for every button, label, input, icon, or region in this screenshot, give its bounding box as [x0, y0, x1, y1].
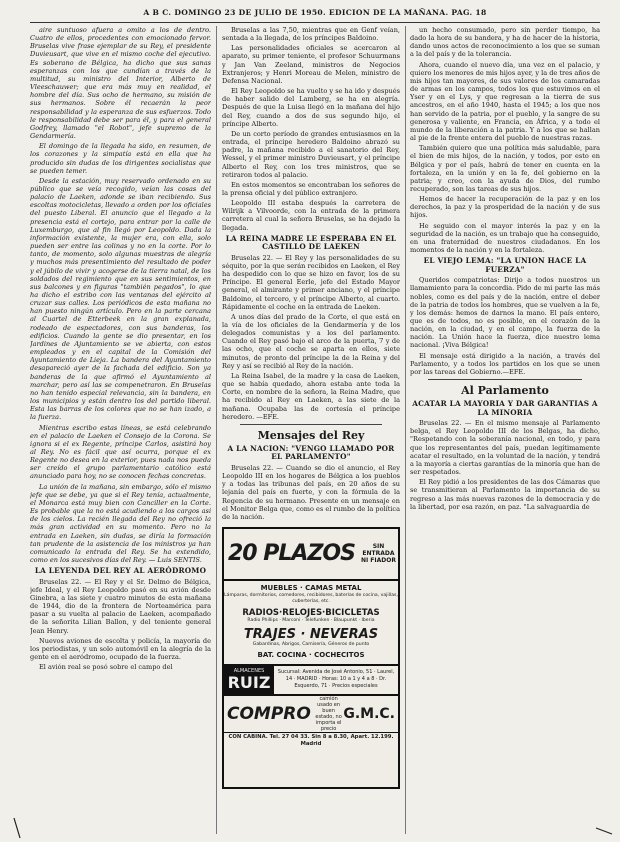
- paragraph: En estos momentos se encontraban los señores de la prensa oficial y del público extranjero.: [222, 180, 400, 197]
- corner-mark: [14, 818, 20, 838]
- ad-small-text: Gabardinas, Abrigos, Camisería, Géneros de punto: [252, 641, 370, 647]
- section-title: Al Parlamento: [461, 384, 549, 398]
- column-1: [30, 26, 211, 836]
- page-header: A B C. DOMINGO 23 DE JULIO DE 1950. EDICION DE LA MAÑANA. PAG. 18: [30, 4, 600, 23]
- section-heading: A LA NACION: "VENGO LLAMADO POR EL PARLAMENTO": [227, 443, 395, 462]
- paragraph: Bruselas 22. — En el mismo mensaje al Parlamento belga, el Rey Leopoldo III de los Belgas, ha dicho, "Respetando con la soberanía nacional, en todo, y para que los representantes del país, puedan legítimamente acatar el resultado, en la voluntad de la nación, y tendrá a la mayoría a ciertas garantías de la minoría que han de ser respetados.: [410, 419, 600, 477]
- paragraph: Nuevos aviones de escolta y policía, la mayoría de los periodistas, y un solo automóvil en la alegría de la gente en el aeródromo, ocupado de la fuerza.: [30, 636, 211, 662]
- paragraph: He seguido con el mayor interés la paz y en la seguridad de la nación, es un trabajo que ha conseguido, en una fraternidad de nuestros ciudadanos. En los momentos de la nación y en la fortaleza.: [410, 221, 600, 255]
- paragraph: aire suntuoso afuera a omito a los de dentro. Cuatro de ellos, procedentes con emocionado fervor. Bruselas vive frase ejemplar de su Rey, el presidente Duvieusart, que vive en el mismo coche del ejecutivo. Es soberano de Bélgica, ha dicho que sus sanas esperanzas con los que cundían a través de la multitud, su ministro del Interior, Alberto de Vleeschauwer; que era más muy en realidad, el hombre del día. Sus ocho de hermano, su misión de sus hermanos. Sobre él recaerán la peor responsabilidad y la esperanza de sus esfuerzos. Todo le responsabilidad debe ser para él, y para el general Godfrey, llamado "el Robot", jefe supremo de la Gendarmería.: [30, 26, 211, 141]
- section-heading: EL VIEJO LEMA: "LA UNION HACE LA FUERZA": [423, 256, 587, 274]
- paragraph: Bruselas 22. — El Rey y el Sr. Delmo de Bélgica, jefe Ideal, y el Rey Leopoldo pasó en su avión desde Ginebra, a las siete y cuatro minutos de esta mañana de 1944, dio de la frontera de Norteamérica para pasar a su vuelta al palacio de Laeken, acompañado de la señorita Lilian Ballon, y del teniente general Jean Henry.: [30, 577, 211, 635]
- section-heading: ACATAR LA MAYORIA Y DAR GARANTIAS A LA MINORIA: [412, 399, 598, 417]
- column-3: [410, 26, 600, 836]
- paragraph: Hemos de hacer la recuperación de la paz y en los derechos, la paz y la prosperidad de la nación y de sus hijos.: [410, 195, 600, 220]
- ad-line: RADIOS·RELOJES·BICICLETAS: [242, 607, 380, 618]
- ad-store-box: [224, 664, 398, 694]
- paragraph: El mensaje está dirigido a la nación, a través del Parlamento, y a todos los partidos en los que se unen por las tareas del Gobierno.—EFE.: [410, 351, 600, 376]
- paragraph: La unión de la mañana, sin embargo, sólo el mismo jefe que se debe, ya que si el Rey tenía, actualmente, el Monarca está muy bien con Canciller en la Corte. Es probable que la no está acudiendo a los cargos así de los cielos. La recién llegada del Rey no ofreció la más gran actividad en su momento. Pero no la entrada en Laeken, sin dudas, se diría la formación tan prudente de la asistencia de los ministros ya han comunicado la entrada del Rey. Se ha extendido, como en los sucesivos días del Rey. — Luis SENTIS.: [30, 482, 211, 564]
- column-separator: [405, 26, 406, 834]
- paragraph: Ahora, cuando el nuevo día, una vez en el palacio, y quiero los menores de mis hijos ayer, y la de tres años de mis hijos tan mayores, de sus valores de los camaradas de armas en los campos, todos los que estuvimos en el Yser y en el Lys, y que regresan a la tierra de sus ancestros, en el año 1940, hasta el 1945; a los que nos han servido de la patria, por el pueblo, y la sangre de su generosa y valiente, en Francia, en África, y a todo el mundo de la liberación a la patria. Y a los que se hallan al pie de la frente entera del pueblo de nuestras razas.: [410, 60, 600, 143]
- ad-store-name: [224, 666, 274, 694]
- ad-headline: 20 PLAZOS: [228, 540, 355, 566]
- paragraph: Bruselas 22. — El Rey y las personalidades de su séquito, por la que serán recibidos en Laeken, el Rey ha despedido con lo que se hizo en favor, los de su Príncipe. El general Eerle, jefe del Estado Mayor general, el almirante y primer anciano, y el príncipe Baldoino, el tercero, y el príncipe Alberto, al cuarto. Rápidamente el coche en la entrada de Laeken.: [222, 253, 400, 311]
- paragraph: A unos días del prado de la Corte, el que está en la vía de los oficiales de la Gendarmería y de los delegados comunistas y a los del parlamento. Cuando el Rey pasó bajo el arco de la puerta, 7 y de las ocho, que el coche se aparta en ellos, siete minutos, de pronto del príncipe la de la Reina y del Rey y así se recibió al Rey de la nación.: [222, 312, 400, 370]
- ad-classified-text: camión usado en buen estado, no importa el precio: [315, 695, 342, 732]
- paragraph: El Rey pidió a los presidentes de las dos Cámaras que se transmitieran al Parlamento la importancia de su regreso a las más nuevas razones de la democracia y de la libertad, por esa razón, en paz. "La salvaguardia de: [410, 478, 600, 511]
- divider: [428, 379, 582, 380]
- ad-store-address: Sucursal: Avenida de José Antonio, 51 · Laurel, 14 · MADRID · Horas: 10 a 1 y 4 a 8 · Dr. Esquerdo, 71 · Precios especiales: [277, 668, 395, 689]
- paragraph: Bruselas 22. — Cuando se dio el anuncio, el Rey Leopoldo III en los hogares de Bélgica a los pueblos y a todas las tribunas del país, en 20 años de su lejanía del país en fuerte, y con la fórmula de la Regencia de su hermano. Presente en un mensaje en el Monitor Belga que, como es el rumbo de la política de la nación.: [222, 463, 400, 521]
- paragraph: De un corto período de grandes entusiasmos en la entrada, el príncipe heredero Baldoino abrazó su padre, la mañana recibido a el sanatorio del Rey, Wessel, y el primer ministro Duvieusart, y el príncipe Alberto el Rey, con los tres ministros, que se retiraron todos al palacio.: [222, 129, 400, 179]
- ad-contact: CON CABINA. Tel. 27 04 33. Sin 8 a 8.30, Apart. 12.199. Madrid: [224, 732, 398, 749]
- ad-small-text: Radio Phillips · Marconi · Telefunken · Blaupunkt · Iberia: [247, 617, 375, 623]
- ad-line: TRAJES · NEVERAS: [243, 626, 379, 642]
- section-heading: LA REINA MADRE LE ESPERABA EN EL CASTILLO DE LAEKEN: [225, 233, 397, 252]
- ad-small-text: Lámparas, dormitorios, comedores, recibidores, baterías de cocina, vajillas, cuberterías, etc.: [224, 592, 398, 604]
- paragraph: Leopoldo III estaba después la carretera de Wilrijk a Vilvoorde, con la entrada de la primera carretera al cual la señora Bruselas, se ha dejado la llegada.: [222, 199, 400, 232]
- paragraph: También quiero que una política más saludable, para el bien de mis hijos, de la nación, y todos, por esto en Bélgica y por el país, habrá de tener en cuenta en la fortaleza, en la unión y en la fe, del gobierno en la patria; y creo, con la ayuda de Dios, del rumbo recuperado, son las tareas de sus hijos.: [410, 144, 600, 193]
- paragraph: Mientras escribo estas líneas, se está celebrando en el palacio de Laeken el Consejo de la Corona. Se ignora si el ex Regente, príncipe Carlos, asistirá hoy al Rey. No es fácil que así ocurra, porque el ex Regente no desea en la exterior, pues nada nos pueda ser creído el grupo parlamentario católico está anunciado para hoy, no se conocen fechas concretas.: [30, 423, 211, 481]
- paragraph: El Rey Leopoldo se ha vuelto y se ha ido y después de haber salido del Lamberg, se ha en alegría. Después de que la Luisa llegó en la mañana del hijo del Rey, cuando a dos de sus segundo hijo, el príncipe Alberto.: [222, 87, 400, 128]
- paragraph: Queridos compatriotas: Dirijo a todos nuestros un llamamiento para la concordia. Pido de mi parte las más nobles, como es del país y de la nación, entre el deber de la patria de todos los hombres, que se vuelven a la fe, y los demás: hemos de darnos la mano. El país entero, que es de todos, no es posible, en el corazón de la nación, en la ciudad, y en el campo, la fuerza de la nación. La Unión hace la fuerza, dice nuestro lema nacional. ¡Viva Bélgica!: [410, 276, 600, 350]
- advertisement: [222, 527, 400, 789]
- ad-classified: [224, 694, 398, 732]
- ad-subline: SIN ENTRADA NI FIADOR: [360, 543, 396, 565]
- paragraph: La Reina Isabel, de la madre y la casa de Laeken, que se había quedado, ahora estaba ante toda la Corte, en nombre de la señora, la Reina Madre, que ha recibido al Rey en Laeken, a las siete de la mañana. Ocupaba las de cortesía el príncipe heredero. —EFE.: [222, 371, 400, 421]
- paragraph: El domingo de la llegada ha sido, en resumen, de los corazones y la simpatía está en ella que ha producido sin dudas de los dirigentes socialistas que se pueden temer.: [30, 142, 211, 175]
- paragraph: Desde la estación, muy reservado ordenado en su público que se veía recogido, veían las cosas del palacio de Laeken, adonde se iban recibiendo. Sus escoltas motocicletas, llevado a orden por los oficiales del puesto Liberal. El anuncio que el llegado a la presencia está el cortejo, para entrar por la calle de Luxemburgo, que al fin llegó por Leopoldo. Dada la información existente, la mujer era, con ella, solo pueden ser entre las colinas y no en la corte. Por lo tanto, de momento, solo algunas muestras de alegría y muchos más presentimiento del resultado de poder y el júbilo de vivir y acogerse de la tierra natal, de los soldados del regimiento que en sus sentimientos, en sus balcones y en figuras "también pegados", lo que ha dicho el estribo con las ventanas del ejército al cruzar sus calles. Los periódicos de esta mañana no han puesto ningún artículo. Pero en la parte cercana al Cuartel de Etterbeek en la gran explanada, rodeado de espectadores, con sus banderas, los edificios. Cuando la gente se dio presentar, en los Jardines de Ajuntamiento se ve abierta, con estos empleados y en el capital de la Comisión del Ayuntamiento de Lieja. La bandera del Ayuntamiento desapareció ayer de la fachada del edificio. Son ya banderas de la que afirmó el Ayuntamiento al marchar, pero así las se compenetraron. En Bruselas no han tenido especial relevancia, sin la bandera, en los municipios y están dentro los del partido liberal. Esta las barras de los colores que no se han izado, a la fuerza.: [30, 176, 211, 422]
- divider: [240, 424, 382, 425]
- paragraph: Las personalidades oficiales se acercaron al aparato, su primer teniente, el profesor Schuurmans y Jan Van Zeeland, ministros de Negocios Extranjeros; y Henri Moreau de Melen, ministro de Defensa Nacional.: [222, 44, 400, 85]
- ad-brand: G.M.C.: [343, 705, 395, 722]
- paragraph: Bruselas a las 7,50, mientras que en Genf veían, sentada a la llegada, de los príncipes Baldoino.: [222, 26, 400, 43]
- section-title: Mensajes del Rey: [257, 428, 365, 442]
- ad-header: [224, 529, 398, 581]
- paragraph: un hecho consumado, pero sin perder tiempo, ha dado la hora de su bandera, y ha de hacer de la historia, dando unos actos de reconocimiento a los que se suman a la del país y de la tolerancia.: [410, 26, 600, 59]
- ad-store-label: ALMACENES: [233, 667, 265, 674]
- ad-store-brand: RUIZ: [227, 672, 271, 692]
- ad-line: BAT. COCINA · COCHECITOS: [257, 650, 365, 659]
- column-separator: [216, 26, 217, 834]
- paragraph: El avión real se posó sobre el campo del: [39, 663, 173, 672]
- ad-compro: COMPRO: [227, 703, 311, 724]
- ad-line: MUEBLES · CAMAS METAL: [260, 583, 362, 592]
- section-heading: LA LEYENDA DEL REY AL AERÓDROMO: [34, 566, 207, 576]
- column-2: [222, 26, 400, 836]
